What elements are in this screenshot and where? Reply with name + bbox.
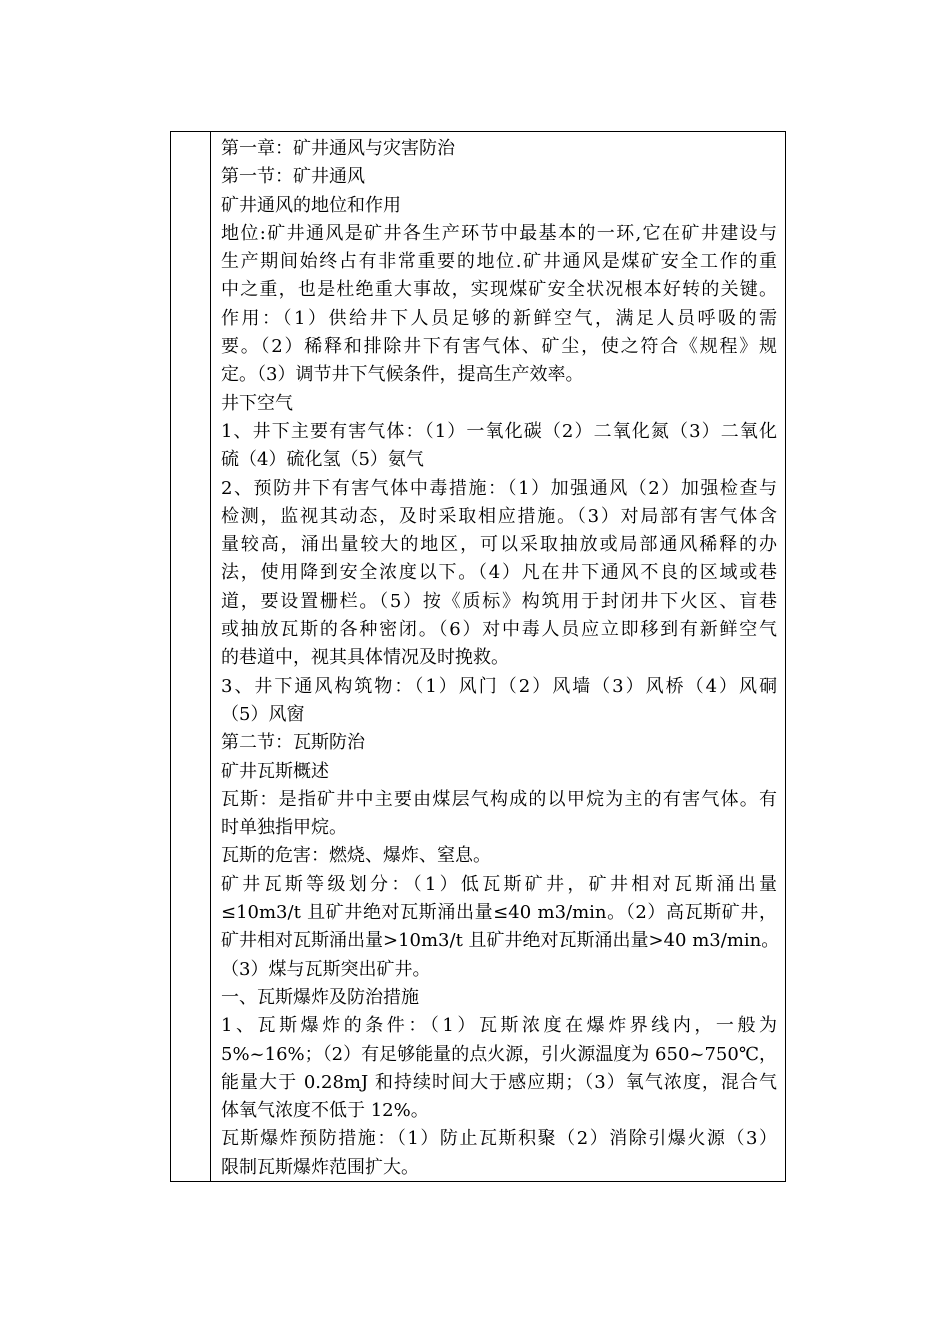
text-line: （3）煤与瓦斯突出矿井。 (221, 958, 431, 980)
text-line: 道，要设置栅栏。（5）按《质标》构筑用于封闭井下火区、盲巷 (221, 590, 777, 612)
text-line: 1、井下主要有害气体：（1）一氧化碳（2）二氧化氮（3）二氧化 (221, 420, 777, 442)
text-line: 矿井相对瓦斯涌出量>10m3/t 且矿井绝对瓦斯涌出量>40 m3/min。 (221, 930, 780, 952)
text-line: 瓦斯爆炸预防措施：（1）防止瓦斯积聚（2）消除引爆火源（3） (221, 1128, 777, 1150)
text-line: 或抽放瓦斯的各种密闭。（6）对中毒人员应立即移到有新鲜空气 (221, 619, 777, 641)
text-line: 量较高，涌出量较大的地区，可以采取抽放或局部通风稀释的办 (221, 534, 777, 556)
text-line: 中之重，也是杜绝重大事故，实现煤矿安全状况根本好转的关键。 (221, 279, 777, 301)
text-line: 矿井瓦斯等级划分：（1）低瓦斯矿井，矿井相对瓦斯涌出量 (221, 873, 777, 895)
text-line: 第一节：矿井通风 (221, 166, 365, 188)
text-line: 的巷道中，视其具体情况及时挽救。 (221, 647, 509, 669)
text-line: 生产期间始终占有非常重要的地位.矿井通风是煤矿安全工作的重 (221, 251, 777, 273)
text-line: 矿井通风的地位和作用 (221, 194, 401, 216)
text-line: 限制瓦斯爆炸范围扩大。 (221, 1156, 419, 1178)
text-line: 时单独指甲烷。 (221, 817, 347, 839)
text-line: 法，使用降到安全浓度以下。（4）凡在井下通风不良的区域或巷 (221, 562, 777, 584)
text-line: 第二节：瓦斯防治 (221, 732, 365, 754)
text-line: 瓦斯：是指矿井中主要由煤层气构成的以甲烷为主的有害气体。有 (221, 788, 777, 810)
text-line: 一、瓦斯爆炸及防治措施 (221, 986, 419, 1008)
text-line: 3、井下通风构筑物：（1）风门（2）风墙（3）风桥（4）风硐 (221, 675, 777, 697)
text-line: 5%~16%；（2）有足够能量的点火源，引火源温度为 650~750℃， (221, 1043, 777, 1065)
text-line: 作用：（1）供给井下人员足够的新鲜空气，满足人员呼吸的需 (221, 307, 777, 329)
text-line: 2、预防井下有害气体中毒措施：（1）加强通风（2）加强检查与 (221, 477, 777, 499)
text-line: 能量大于 0.28mJ 和持续时间大于感应期；（3）氧气浓度，混合气 (221, 1071, 777, 1093)
text-line: 定。（3）调节井下气候条件，提高生产效率。 (221, 364, 584, 386)
text-line: 体氧气浓度不低于 12%。 (221, 1100, 429, 1122)
text-line: （5）风窗 (221, 703, 305, 725)
content-cell (212, 132, 785, 1181)
text-line: 瓦斯的危害：燃烧、爆炸、窒息。 (221, 845, 491, 867)
text-line: 地位:矿井通风是矿井各生产环节中最基本的一环,它在矿井建设与 (221, 222, 777, 244)
left-empty-cell (171, 132, 211, 1181)
text-line: 硫（4）硫化氢（5）氨气 (221, 449, 424, 471)
text-line: 井下空气 (221, 392, 293, 414)
document-table (170, 131, 786, 1182)
text-line: 1、瓦斯爆炸的条件：（1）瓦斯浓度在爆炸界线内，一般为 (221, 1015, 777, 1037)
text-line: 检测，监视其动态，及时采取相应措施。（3）对局部有害气体含 (221, 505, 777, 527)
text-line: 矿井瓦斯概述 (221, 760, 329, 782)
text-line: 第一章：矿井通风与灾害防治 (221, 138, 455, 159)
text-line: 要。（2）稀释和排除井下有害气体、矿尘，使之符合《规程》规 (221, 336, 777, 358)
text-line: ≤10m3/t 且矿井绝对瓦斯涌出量≤40 m3/min。（2）高瓦斯矿井， (221, 902, 777, 924)
